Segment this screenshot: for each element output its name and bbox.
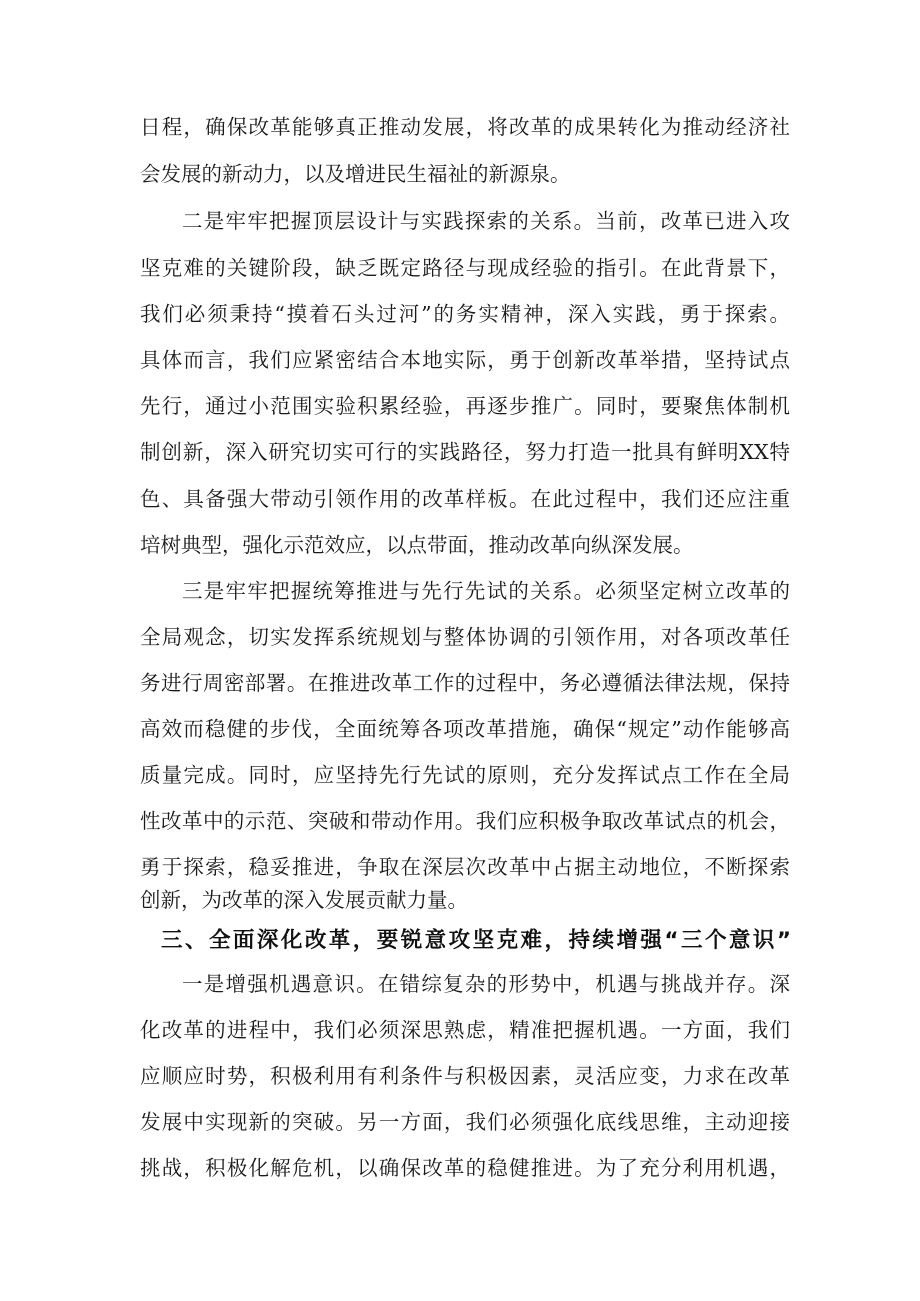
text-line-9: 色、具备强大带动引领作用的改革样板。在此过程中，我们还应注重 — [140, 487, 790, 511]
text-line-5: 我们必须秉持“摸着石头过河”的务实精神，深入实践，勇于探索。 — [140, 302, 790, 326]
section-heading: 三、全面深化改革，要锐意攻坚克难，持续增强“三个意识” — [161, 928, 791, 953]
text-line-8: 制创新，深入研究切实可行的实践路径，努力打造一批具有鲜明XX特 — [140, 440, 790, 464]
text-line-3: 二是牢牢把握顶层设计与实践探索的关系。当前，改革已进入攻 — [182, 209, 790, 233]
text-line-2: 会发展的新动力，以及增进民生福祉的新源泉。 — [140, 162, 571, 186]
text-line-10: 培树典型，强化示范效应，以点带面，推动改革向纵深发展。 — [140, 533, 694, 557]
text-line-11: 三是牢牢把握统筹推进与先行先试的关系。必须坚定树立改革的 — [182, 579, 790, 603]
text-line-13: 务进行周密部署。在推进改革工作的过程中，务必遵循法律法规，保持 — [140, 671, 790, 695]
text-line-14: 高效而稳健的步伐，全面统筹各项改革措施，确保“规定”动作能够高 — [140, 717, 790, 741]
text-line-6: 具体而言，我们应紧密结合本地实际，勇于创新改革举措，坚持试点 — [140, 348, 790, 372]
text-line-18: 创新，为改革的深入发展贡献力量。 — [140, 888, 468, 912]
text-line-17: 勇于探索，稳妥推进，争取在深层次改革中占据主动地位，不断探索 — [140, 855, 790, 879]
text-line-22: 发展中实现新的突破。另一方面，我们必须强化底线思维，主动迎接 — [140, 1110, 790, 1134]
text-line-4: 坚克难的关键阶段，缺乏既定路径与现成经验的指引。在此背景下， — [140, 256, 790, 280]
text-line-12: 全局观念，切实发挥系统规划与整体协调的引领作用，对各项改革任 — [140, 625, 790, 649]
text-line-23: 挑战，积极化解危机，以确保改革的稳健推进。为了充分利用机遇， — [140, 1156, 790, 1180]
text-line-19: 一是增强机遇意识。在错综复杂的形势中，机遇与挑战并存。深 — [182, 972, 790, 996]
text-line-21: 应顺应时势，积极利用有利条件与积极因素，灵活应变，力求在改革 — [140, 1064, 790, 1088]
text-line-7: 先行，通过小范围实验积累经验，再逐步推广。同时，要聚焦体制机 — [140, 394, 790, 418]
text-line-1: 日程，确保改革能够真正推动发展，将改革的成果转化为推动经济社 — [140, 115, 790, 139]
text-line-15: 质量完成。同时，应坚持先行先试的原则，充分发挥试点工作在全局 — [140, 763, 790, 787]
text-line-16: 性改革中的示范、突破和带动作用。我们应积极争取改革试点的机会， — [140, 809, 790, 833]
text-line-20: 化改革的进程中，我们必须深思熟虑，精准把握机遇。一方面，我们 — [140, 1018, 790, 1042]
